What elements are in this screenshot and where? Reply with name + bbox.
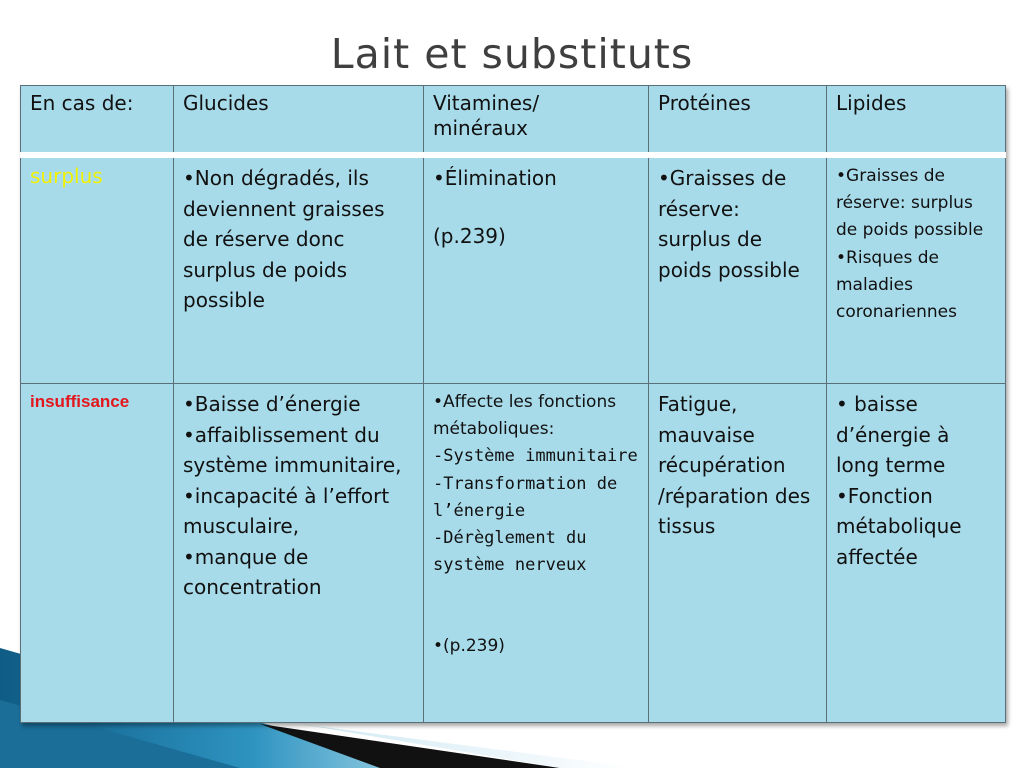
cell-text: •manque de concentration [183, 544, 322, 599]
header-en-cas-de: En cas de: [21, 86, 174, 156]
row-label-insuffisance [21, 384, 174, 723]
table-header-row [21, 86, 1006, 156]
surplus-label: surplus [30, 164, 103, 188]
cell-text: •Baisse d’énergie [183, 392, 361, 416]
cell-text: •Graisses de réserve: surplus de poids possible [836, 166, 984, 241]
cell-text: Fatigue, mauvaise récupération /réparation des tissus [658, 392, 811, 538]
cell-text: •Risques de maladies coronariennes [836, 247, 957, 323]
cell-text: •(p.239) [433, 636, 505, 657]
cell-text: (p.239) [433, 223, 506, 248]
row-label-surplus [21, 155, 174, 384]
cell-insuffisance-proteines [649, 384, 827, 723]
header-glucides: Glucides [174, 86, 424, 156]
header-lipides: Lipides [827, 86, 1006, 156]
cell-text: -Dérèglement du système nerveux [433, 528, 587, 576]
cell-surplus-glucides [174, 155, 424, 384]
cell-text: • baisse d’énergie à long terme [836, 392, 950, 477]
cell-text: -Système immunitaire [433, 446, 638, 467]
cell-text: •Élimination [433, 166, 557, 190]
header-proteines: Protéines [649, 86, 827, 156]
table-row-insuffisance [21, 384, 1006, 723]
cell-text: -Transformation de l’énergie [433, 473, 618, 521]
insuffisance-label: insuffisance [30, 392, 130, 411]
cell-insuffisance-glucides [174, 384, 424, 723]
nutrient-table [20, 85, 1006, 723]
header-vitamines-mineraux: Vitamines/ minéraux [424, 86, 649, 156]
cell-text: •Graisses de réserve: surplus de poids possible [658, 166, 800, 282]
cell-text: •incapacité à l’effort musculaire, [183, 483, 390, 538]
cell-insuffisance-vitamines [424, 384, 649, 723]
cell-text: •Non dégradés, ils deviennent graisses de réserve donc surplus de poids possible [183, 166, 385, 312]
cell-surplus-lipides [827, 155, 1006, 384]
cell-text: •Affecte les fonctions métaboliques: [433, 392, 617, 440]
cell-text: •Fonction métabolique affectée [836, 483, 962, 569]
slide-title: Lait et substituts [330, 30, 694, 78]
table-row-surplus [21, 155, 1006, 384]
cell-text: •affaiblissement du système immunitaire, [183, 422, 402, 477]
cell-surplus-proteines [649, 155, 827, 384]
cell-surplus-vitamines [424, 155, 649, 384]
cell-insuffisance-lipides [827, 384, 1006, 723]
